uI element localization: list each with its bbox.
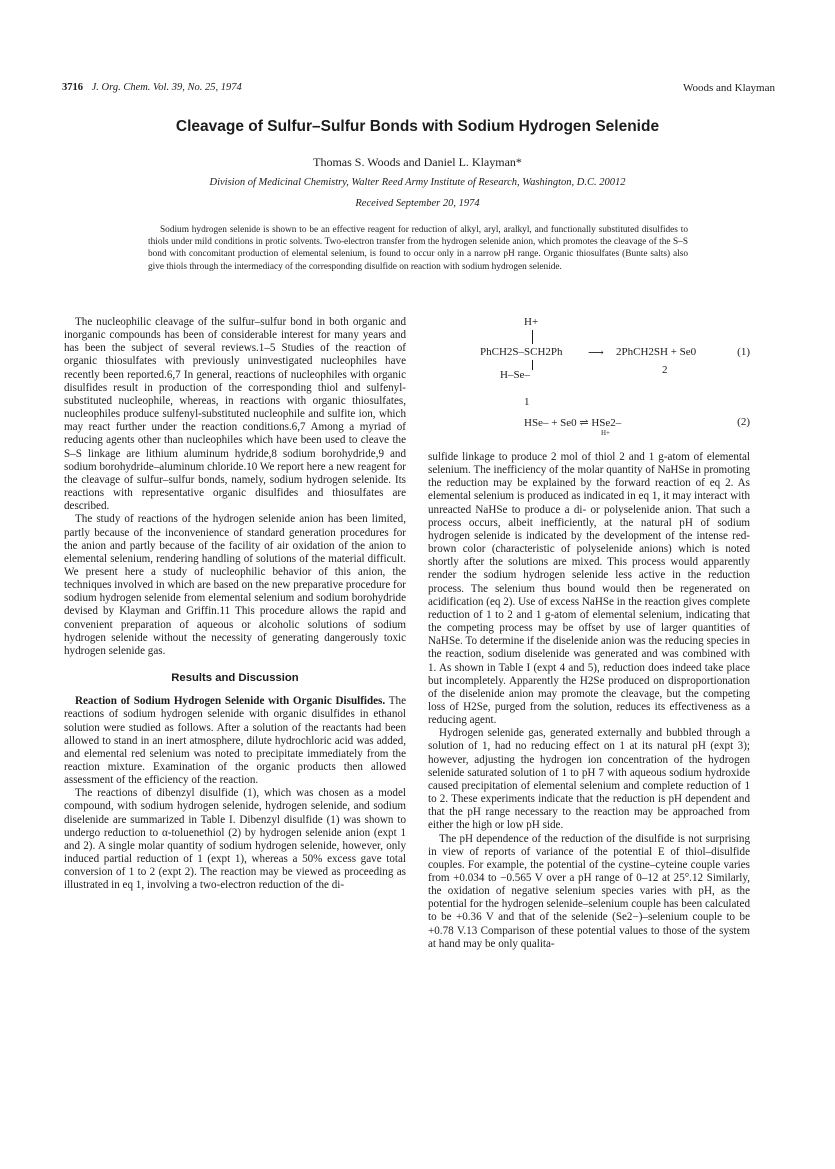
- running-authors: Woods and Klayman: [683, 82, 775, 94]
- affiliation: Division of Medicinal Chemistry, Walter Reed Army Institute of Research, Washington, D.C. 20012: [209, 177, 626, 188]
- paragraph: The pH dependence of the reduction of the disulfide is not surprising in view of reports of variance of the potential E of thiol–disulfide couples. For example, the potential of the cystine–cyteine couple varies from +0.034 to −0.565 V over a pH range of 0–12 at 25°.12 Similarly, the oxidation of negative selenium species varies with pH, as the potential for the hydrogen selenide–selenium couple has been calculated to be +0.36 V and that of the selenide (Se2−)–selenium couple to be +0.78 V.13 Comparison of these potential values to those of the system at hand may be only qualita-: [428, 832, 750, 950]
- eq1-number: (1): [737, 346, 750, 358]
- journal-citation: J. Org. Chem. Vol. 39, No. 25, 1974: [91, 82, 242, 93]
- paragraph: The nucleophilic cleavage of the sulfur–sulfur bond in both organic and inorganic compounds has been of considerable interest for many years and has been the subject of several reviews.1–5 Studies of the reaction of organic thiosulfates with previously uninvestigated nucleophiles have recently been reported.6,7 In general, reactions of nucleophiles with organic disulfides result in production of the corresponding thiol and sulfenyl-substituted nucleophile, whereas, in reactions with organic thiosulfates, nucleophiles produce sulfenyl-substituted nucleophile and sulfite ion, which may react further under the reaction conditions.6,7 Among a myriad of reducing agents other than nucleophiles which have been used to cleave the S–S linkage are lithium aluminum hydride,8 sodium borohydride,9 and sodium borohydride–aluminum chloride.10 We report here a new reagent for the cleavage of sulfur–sulfur bonds, namely, sodium hydrogen selenide. Its reactions with representative organic disulfides and thiosulfates are described.: [64, 316, 406, 513]
- section-heading: Results and Discussion: [171, 672, 299, 685]
- running-header-left: [62, 82, 242, 93]
- paragraph: The reactions of dibenzyl disulfide (1), which was chosen as a model compound, with sodium hydrogen selenide, hydrogen selenide, and sodium diselenide are summarized in Table I. Dibenzyl disulfide (1) was shown to undergo reduction to α-toluenethiol (2) by hydrogen selenide anion (expt 1 and 2). A single molar quantity of sodium hydrogen selenide, however, only induced partial reduction of 1 (expt 1), whereas a 50% excess gave total conversion of 1 to 2 (expt 2). The reaction may be viewed as proceeding as illustrated in eq 1, involving a two-electron reduction of the di-: [64, 787, 406, 892]
- received-date: Received September 20, 1974: [355, 198, 480, 209]
- subsection-heading: Reaction of Sodium Hydrogen Selenide with Organic Disulfides.: [75, 695, 386, 708]
- abstract: Sodium hydrogen selenide is shown to be an effective reagent for reduction of alkyl, aryl, aralkyl, and functionally substituted disulfides to thiols under mild conditions in protic solvents. Two-electron transfer from the hydrogen selenide anion, which promotes the cleavage of the S–S bond with concomitant production of elemental selenium, is found to occur only in a narrow pH range. Organic thiosulfates (Bunte salts) also give thiols through the intermediacy of the corresponding disulfide on reaction with sodium hydrogen selenide.: [148, 225, 688, 272]
- eq2-number: (2): [737, 416, 750, 428]
- eq2-condition: H+: [601, 429, 611, 437]
- eq2-text: HSe– + Se0 ⇌ HSe2–: [524, 417, 622, 429]
- body-column-left: [64, 316, 406, 893]
- eq1-proton: H+: [524, 316, 539, 328]
- body-column-right: [428, 451, 750, 951]
- article-title: Cleavage of Sulfur–Sulfur Bonds with Sodium Hydrogen Selenide: [175, 118, 660, 135]
- eq1-left: PhCH2S–SCH2Ph: [480, 346, 563, 358]
- paragraph-text: The reactions of sodium hydrogen selenide with organic disulfides in ethanol solution were studied as follows. After a solution of the reactants had been allowed to stand in an inert atmosphere, dilute hydrochloric acid was added, and elemental red selenium was noted to precipitate immediately from the reaction mixture. Examination of the organic products then allowed assessment of the efficiency of the reaction.: [64, 695, 406, 787]
- eq1-arrow: ⟶: [588, 347, 604, 359]
- equations-block: [428, 316, 750, 446]
- author-list: Thomas S. Woods and Daniel L. Klayman*: [313, 155, 522, 169]
- paragraph: Hydrogen selenide gas, generated externally and bubbled through a solution of 1, had no reducing effect on 1 at its natural pH (expt 3); however, adjusting the hydrogen ion concentration of the hydrogen selenide saturated solution of 1 to pH 7 with aqueous sodium hydroxide caused precipitation of elemental selenium and complete reduction of 1 to 2. These experiments indicate that the reduction is pH dependent and that the pH range necessary to the reaction may be approached from either the high or low pH side.: [428, 727, 750, 832]
- eq1-right: 2PhCH2SH + Se0: [616, 346, 697, 358]
- eq1-proton-arrow: [532, 330, 533, 344]
- eq1-hse: H–Se–: [500, 369, 530, 381]
- page-number: 3716: [62, 82, 83, 93]
- eq1-compound-1: 1: [524, 396, 530, 408]
- paragraph: The study of reactions of the hydrogen selenide anion has been limited, partly because of the inconvenience of standard generation procedures for the anion and partly because of the facility of air oxidation of the anion to elemental selenium, rendering handling of solutions of the material difficult. We present here a study of nucleophilic behavior of this anion, the techniques involved in which are based on the new preparative procedure for sodium hydrogen selenide from elemental selenium and sodium borohydride devised by Klayman and Griffin.11 This procedure allows the rapid and convenient preparation of aqueous or alcoholic solutions of sodium hydrogen selenide without the necessity of generating dangerously toxic hydrogen selenide gas.: [64, 513, 406, 657]
- eq1-hse-arrow: [532, 360, 533, 370]
- paragraph: sulfide linkage to produce 2 mol of thiol 2 and 1 g-atom of elemental selenium. The inefficiency of the molar quantity of NaHSe in promoting the reduction may be explained by the forward reaction of eq 2. As elemental selenium is produced as indicated in eq 1, it may interact with unreacted NaHSe to produce a di- or polyselenide anion. That such a process occurs, albeit inefficiently, at the natural pH of sodium hydrogen selenide is indicated by the development of the intense red-brown color (characteristic of polyselenide anions) which is noted shortly after the solutions are mixed. This process would apparently render the sodium hydrogen selenide less active in the reduction process. The selenium thus bound would then be regenerated on acidification (eq 2). Use of excess NaHSe in the reaction gives complete reduction of 1 to 2 and 1 g-atom of elemental selenium, indicating that the competing process may be offset by use of larger quantities of NaHSe. To determine if the diselenide anion was the reducing species in the reaction, sodium diselenide was generated and was combined with 1. As shown in Table I (expt 4 and 5), reduction does indeed take place but incompletely. Apparently the H2Se produced on disproportionation of the diselenide anion may promote the cleavage, but the competing loss of H2Se, purged from the solution, reduces its effectiveness as a reducing agent.: [428, 451, 750, 727]
- eq1-compound-2: 2: [662, 364, 668, 376]
- paragraph: [64, 695, 406, 787]
